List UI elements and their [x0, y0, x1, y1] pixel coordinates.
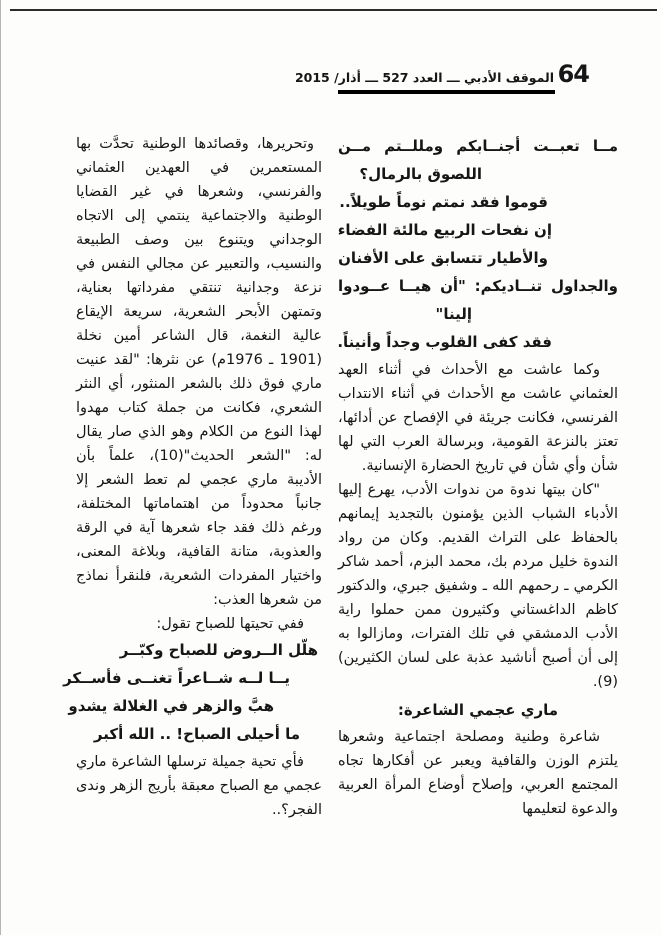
- poem-line: يــا لــه شــاعراً تغنــى فأســكر: [63, 669, 290, 687]
- poem-line: والأطيار تتسابق على الأفنان: [338, 249, 548, 267]
- paragraph-morning-intro: ففي تحيتها للصباح تقول:: [156, 616, 304, 632]
- paragraph-patriotic-poems: وتحريرها، وقصائدها الوطنية تحدَّت بها المستعمرين في العهدين العثماني والفرنسي، وشعرها في غير القضايا الوطنية والاجتماعية ينتمي إلى الاتجاه الوجداني ويتنوع بين وصف الطبيعة والنسيب، والتعبير عن مجالي النفس في نزعة وجدانية تنتقي مفرداتها بعناية، وتمتهن الأبحر الشعرية، سريعة الإيقاع عالية النغمة، قال الشاعر أمين نخلة (1901 ـ 1976م) عن نثرها: "لقد عنيت ماري فوق ذلك بالشعر المنثور، أي النثر الشعري، فكانت من جملة كتاب مهدوا لهذا النوع من الكلام وهو الذي صار يقال له: "الشعر الحديث"(10)، علماً بأن الأديبة ماري عجمي لم تعط الشعر إلا جانباً محدوداً من اهتماماتها المختلفة، ورغم ذلك فقد جاء شعرها آية في الرقة والعذوبة، متانة القافية، وبلاغة المعنى، واختيار المفردات الشعرية، فلنقرأ نماذج من شعرها العذب:: [76, 136, 323, 608]
- header-rule: [338, 90, 555, 94]
- scan-border-left: [0, 0, 1, 935]
- poem-line: مــا تعبــت أجنــابكم ومللــتم مــن: [338, 137, 618, 155]
- poem-line: والجداول تنــاديكم: "أن هيــا عــودوا: [338, 277, 618, 295]
- scan-border-top: [10, 9, 657, 11]
- poem-line: ما أحيلى الصباح! .. الله أكبر: [93, 725, 300, 743]
- poem-line: هلّل الــروض للصباح وكبّــر: [119, 641, 318, 659]
- paragraph-closing: فأي تحية جميلة ترسلها الشاعرة ماري عجمي مع الصباح معبقة بأريج الزهر وندى الفجر؟..: [76, 754, 322, 818]
- poem-desert-quote: [338, 132, 618, 356]
- journal-title: الموقف الأدبي ـــ العدد 527 ـــ أذار/ 2015: [294, 70, 554, 85]
- page-number: 64: [557, 60, 589, 88]
- poem-line: قوموا فقد نمتم نوماً طويلاً..: [339, 193, 548, 211]
- section-heading-mary-ajami-poet: ماري عجمي الشاعرة:: [397, 701, 559, 719]
- poem-line: فقد كفى القلوب وجداً وأنيناً.: [337, 333, 552, 351]
- poem-line: اللصوق بالرمال؟: [359, 165, 482, 183]
- poem-morning-greeting: [63, 636, 322, 748]
- paragraph-national-poet: شاعرة وطنية ومصلحة اجتماعية وشعرها يلتزم الوزن والقافية ويعبر عن أفكارها تجاه المجتمع العربي، وإصلاح أوضاع المرأة العربية والدعوة لتعليمها: [338, 729, 618, 817]
- two-column-body: [63, 132, 618, 822]
- poem-line: إن نفحات الربيع مالئة الفضاء: [337, 221, 552, 239]
- paragraph-ottoman-era: وكما عاشت مع الأحداث في أثناء العهد العثماني عاشت مع الأحداث في أثناء الانتداب الفرنسي، فكانت جريئة في الإفصاح عن أدائها، تعتز بالنزعة القومية، وبرسالة العرب التي لها شأن وأي شأن في تاريخ الحضارة الإنسانية.: [338, 362, 618, 474]
- poem-line: هبَّ والزهر في الغلالة يشدو: [68, 697, 274, 715]
- poem-line: إلينا": [435, 305, 472, 323]
- right-column: [338, 132, 618, 821]
- paragraph-literary-salon: "كان بيتها ندوة من ندوات الأدب، يهرع إليها الأدباء الشباب الذين يؤمنون بالتجديد إيمانهم بالحفاظ على التراث القديم. وكان من رواد الندوة خليل مردم بك، محمد البزم، أحمد شاكر الكرمي ـ رحمهم الله ـ وشفيق جبري، والدكتور كاظم الداغستاني وكثيرون ممن حملوا راية الأدب الدمشقي في تلك الفترات، ومازالوا به إلى أن أصبح أناشيد عذبة على لسان الكثيرين)(9).: [338, 482, 618, 690]
- left-column: [63, 132, 323, 822]
